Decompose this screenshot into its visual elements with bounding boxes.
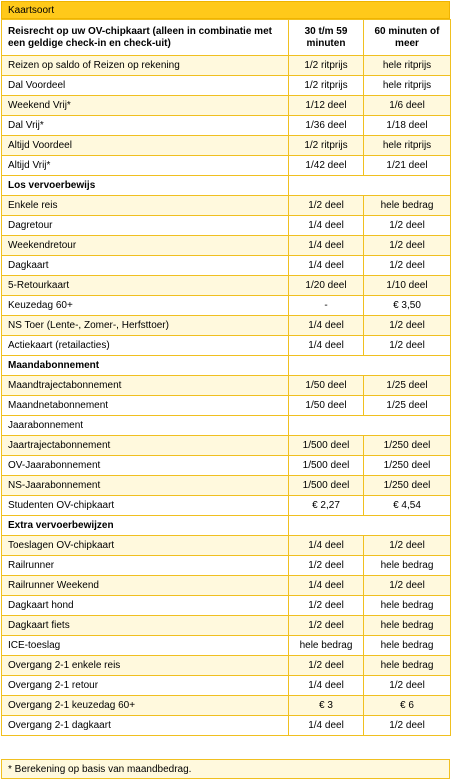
table-row (2, 56, 451, 76)
fare-30-59-cell: 1/2 ritprijs (289, 136, 364, 156)
table-row (2, 596, 451, 616)
fare-60-plus-cell: € 6 (364, 696, 451, 716)
table-row (2, 116, 451, 136)
ticket-type-cell: Dagkaart hond (2, 596, 289, 616)
fare-30-59-cell: 1/36 deel (289, 116, 364, 136)
fare-60-plus-cell: hele ritprijs (364, 136, 451, 156)
ticket-type-cell: Altijd Voordeel (2, 136, 289, 156)
column-header-travel-right: Reisrecht op uw OV-chipkaart (alleen in combinatie met een geldige check-in en check-uit) (2, 20, 289, 56)
subsection-label: Jaarabonnement (2, 416, 289, 436)
fare-60-plus-cell: 1/250 deel (364, 476, 451, 496)
fare-30-59-cell: 1/50 deel (289, 376, 364, 396)
table-row (2, 556, 451, 576)
fare-30-59-cell: 1/2 deel (289, 656, 364, 676)
subsection-blank-cell (289, 416, 451, 436)
fare-30-59-cell: 1/4 deel (289, 256, 364, 276)
ticket-type-cell: Weekendretour (2, 236, 289, 256)
fare-30-59-cell: - (289, 296, 364, 316)
table-row (2, 676, 451, 696)
table-row (2, 576, 451, 596)
fare-60-plus-cell: 1/2 deel (364, 236, 451, 256)
table-row (2, 316, 451, 336)
fare-60-plus-cell: 1/2 deel (364, 256, 451, 276)
ticket-type-cell: Railrunner (2, 556, 289, 576)
ticket-type-cell: Overgang 2-1 dagkaart (2, 716, 289, 736)
section-header-row (2, 356, 451, 376)
fare-30-59-cell: 1/4 deel (289, 336, 364, 356)
ticket-type-cell: OV-Jaarabonnement (2, 456, 289, 476)
table-row (2, 696, 451, 716)
ticket-type-cell: Enkele reis (2, 196, 289, 216)
section-header-row (2, 516, 451, 536)
table-row (2, 396, 451, 416)
fare-60-plus-cell: 1/6 deel (364, 96, 451, 116)
table-title-bar (1, 1, 450, 19)
table-row (2, 156, 451, 176)
fare-60-plus-cell: hele bedrag (364, 556, 451, 576)
fare-60-plus-cell: 1/25 deel (364, 396, 451, 416)
fare-30-59-cell: 1/4 deel (289, 316, 364, 336)
ticket-type-cell: Jaartrajectabonnement (2, 436, 289, 456)
fare-60-plus-cell: 1/2 deel (364, 316, 451, 336)
fare-30-59-cell: € 3 (289, 696, 364, 716)
ticket-type-cell: Overgang 2-1 enkele reis (2, 656, 289, 676)
fare-30-59-cell: 1/2 deel (289, 596, 364, 616)
ticket-type-cell: Dal Vrij* (2, 116, 289, 136)
section-blank-cell (289, 176, 451, 196)
fare-30-59-cell: 1/4 deel (289, 216, 364, 236)
ticket-type-cell: Railrunner Weekend (2, 576, 289, 596)
table-row (2, 716, 451, 736)
ticket-type-cell: Dagretour (2, 216, 289, 236)
fare-30-59-cell: 1/500 deel (289, 456, 364, 476)
fare-30-59-cell: 1/4 deel (289, 676, 364, 696)
fare-30-59-cell: 1/42 deel (289, 156, 364, 176)
table-row (2, 96, 451, 116)
fare-30-59-cell: 1/4 deel (289, 576, 364, 596)
section-blank-cell (289, 356, 451, 376)
ticket-type-cell: ICE-toeslag (2, 636, 289, 656)
table-row (2, 136, 451, 156)
table-row (2, 336, 451, 356)
table-header-row (2, 20, 451, 56)
fare-30-59-cell: 1/2 ritprijs (289, 76, 364, 96)
table-row (2, 256, 451, 276)
ticket-type-cell: Overgang 2-1 retour (2, 676, 289, 696)
fare-30-59-cell: 1/20 deel (289, 276, 364, 296)
fare-60-plus-cell: hele bedrag (364, 636, 451, 656)
section-label: Los vervoerbewijs (2, 176, 289, 196)
fare-60-plus-cell: € 4,54 (364, 496, 451, 516)
fare-60-plus-cell: € 3,50 (364, 296, 451, 316)
ticket-type-cell: NS-Jaarabonnement (2, 476, 289, 496)
fare-60-plus-cell: 1/21 deel (364, 156, 451, 176)
fare-60-plus-cell: 1/2 deel (364, 216, 451, 236)
table-row (2, 196, 451, 216)
fare-60-plus-cell: hele ritprijs (364, 56, 451, 76)
fare-60-plus-cell: 1/2 deel (364, 676, 451, 696)
fare-60-plus-cell: 1/2 deel (364, 716, 451, 736)
ticket-type-cell: Dagkaart (2, 256, 289, 276)
subsection-row (2, 416, 451, 436)
section-label: Extra vervoerbewijzen (2, 516, 289, 536)
footnote (1, 759, 450, 779)
fare-30-59-cell: 1/500 deel (289, 436, 364, 456)
fare-60-plus-cell: 1/250 deel (364, 456, 451, 476)
fare-60-plus-cell: 1/250 deel (364, 436, 451, 456)
table-row (2, 236, 451, 256)
ticket-type-cell: 5-Retourkaart (2, 276, 289, 296)
fare-30-59-cell: 1/2 deel (289, 556, 364, 576)
fare-60-plus-cell: hele bedrag (364, 616, 451, 636)
fare-60-plus-cell: 1/25 deel (364, 376, 451, 396)
fare-30-59-cell: hele bedrag (289, 636, 364, 656)
ticket-type-cell: Studenten OV-chipkaart (2, 496, 289, 516)
fare-30-59-cell: 1/50 deel (289, 396, 364, 416)
fare-table (1, 19, 451, 736)
ticket-type-cell: Dagkaart fiets (2, 616, 289, 636)
section-label: Maandabonnement (2, 356, 289, 376)
ticket-type-cell: Overgang 2-1 keuzedag 60+ (2, 696, 289, 716)
fare-60-plus-cell: 1/2 deel (364, 576, 451, 596)
ticket-type-cell: Toeslagen OV-chipkaart (2, 536, 289, 556)
fare-60-plus-cell: hele ritprijs (364, 76, 451, 96)
table-row (2, 456, 451, 476)
table-row (2, 536, 451, 556)
ticket-type-cell: Maandnetabonnement (2, 396, 289, 416)
table-row (2, 376, 451, 396)
fare-60-plus-cell: 1/2 deel (364, 336, 451, 356)
column-header-60-plus-min: 60 minuten of meer (364, 20, 451, 56)
column-header-30-59-min: 30 t/m 59 minuten (289, 20, 364, 56)
fare-30-59-cell: 1/500 deel (289, 476, 364, 496)
ticket-type-cell: Weekend Vrij* (2, 96, 289, 116)
ticket-type-cell: Dal Voordeel (2, 76, 289, 96)
table-row (2, 616, 451, 636)
ticket-type-cell: Maandtrajectabonnement (2, 376, 289, 396)
fare-60-plus-cell: hele bedrag (364, 196, 451, 216)
ticket-type-cell: Keuzedag 60+ (2, 296, 289, 316)
table-row (2, 216, 451, 236)
fare-30-59-cell: 1/4 deel (289, 236, 364, 256)
fare-30-59-cell: 1/4 deel (289, 716, 364, 736)
fare-60-plus-cell: 1/2 deel (364, 536, 451, 556)
footnote-text: * Berekening op basis van maandbedrag. (8, 764, 192, 775)
table-row (2, 276, 451, 296)
fare-60-plus-cell: hele bedrag (364, 656, 451, 676)
ticket-type-cell: NS Toer (Lente-, Zomer-, Herfsttoer) (2, 316, 289, 336)
table-row (2, 656, 451, 676)
fare-60-plus-cell: hele bedrag (364, 596, 451, 616)
fare-30-59-cell: 1/2 deel (289, 616, 364, 636)
table-row (2, 496, 451, 516)
fare-30-59-cell: 1/2 ritprijs (289, 56, 364, 76)
table-row (2, 476, 451, 496)
ticket-type-cell: Altijd Vrij* (2, 156, 289, 176)
table-row (2, 76, 451, 96)
ticket-type-cell: Reizen op saldo of Reizen op rekening (2, 56, 289, 76)
table-row (2, 436, 451, 456)
table-row (2, 296, 451, 316)
fare-table-panel (1, 1, 450, 782)
fare-60-plus-cell: 1/10 deel (364, 276, 451, 296)
fare-30-59-cell: 1/2 deel (289, 196, 364, 216)
table-title: Kaartsoort (8, 5, 55, 16)
fare-30-59-cell: 1/12 deel (289, 96, 364, 116)
fare-60-plus-cell: 1/18 deel (364, 116, 451, 136)
ticket-type-cell: Actiekaart (retailacties) (2, 336, 289, 356)
section-header-row (2, 176, 451, 196)
table-row (2, 636, 451, 656)
fare-30-59-cell: € 2,27 (289, 496, 364, 516)
section-blank-cell (289, 516, 451, 536)
fare-30-59-cell: 1/4 deel (289, 536, 364, 556)
